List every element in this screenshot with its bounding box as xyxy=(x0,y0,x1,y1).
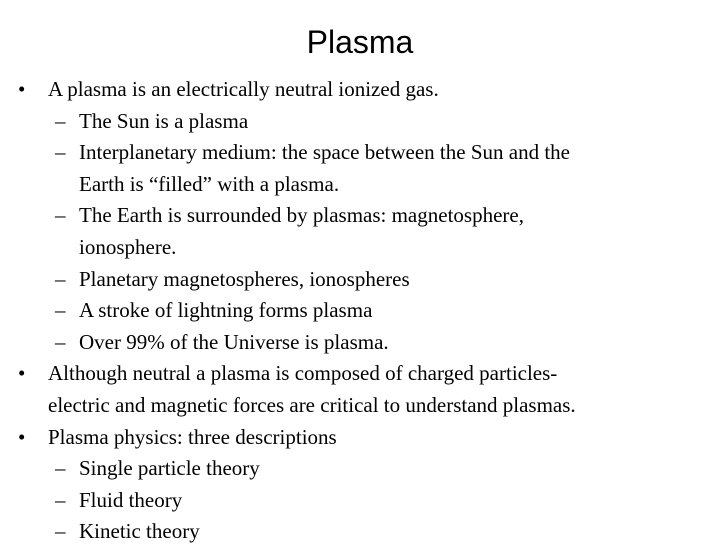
dash-marker: – xyxy=(55,487,66,512)
dash-marker: – xyxy=(55,108,66,133)
dash-marker: – xyxy=(55,519,66,544)
bullet-marker: • xyxy=(18,424,26,449)
dash-marker: – xyxy=(55,140,66,165)
sub-bullet-item xyxy=(0,200,720,263)
bullet-marker: • xyxy=(18,77,26,101)
sub-bullet-item xyxy=(0,485,720,517)
bullet-text: Although neutral a plasma is composed of charged particles- xyxy=(48,361,558,386)
sub-bullet-item xyxy=(0,137,720,200)
sub-bullet-text: Kinetic theory xyxy=(79,519,200,544)
sub-bullet-item xyxy=(0,264,720,296)
bullet-item xyxy=(0,74,720,106)
sub-bullet-text: A stroke of lightning forms plasma xyxy=(79,298,373,323)
sub-bullet-text-continued: ionosphere. xyxy=(79,234,177,259)
sub-bullet-text-continued: Earth is “filled” with a plasma. xyxy=(79,171,340,196)
sub-bullet-text: Interplanetary medium: the space between the Sun and the xyxy=(79,140,570,165)
sub-bullet-item xyxy=(0,295,720,327)
sub-bullet-text: The Sun is a plasma xyxy=(79,108,249,133)
dash-marker: – xyxy=(55,456,66,481)
bullet-marker: • xyxy=(18,361,26,386)
sub-bullet-item xyxy=(0,516,720,548)
sub-bullet-text: Over 99% of the Universe is plasma. xyxy=(79,329,389,354)
bullet-text-continued: electric and magnetic forces are critical to understand plasmas. xyxy=(48,392,576,417)
sub-bullet-item xyxy=(0,453,720,485)
dash-marker: – xyxy=(55,266,66,291)
sub-bullet-text: Fluid theory xyxy=(79,487,183,512)
slide-body xyxy=(0,74,720,548)
slide-title: Plasma xyxy=(306,24,414,60)
sub-bullet-item xyxy=(0,327,720,359)
bullet-text: Plasma physics: three descriptions xyxy=(48,424,337,449)
dash-marker: – xyxy=(55,298,66,323)
sub-bullet-text: Single particle theory xyxy=(79,456,260,481)
sub-bullet-text: The Earth is surrounded by plasmas: magnetosphere, xyxy=(79,203,524,228)
bullet-text: A plasma is an electrically neutral ionized gas. xyxy=(48,77,439,101)
bullet-item xyxy=(0,358,720,421)
dash-marker: – xyxy=(55,329,66,354)
sub-bullet-item xyxy=(0,106,720,138)
bullet-item xyxy=(0,422,720,454)
dash-marker: – xyxy=(55,203,66,228)
sub-bullet-text: Planetary magnetospheres, ionospheres xyxy=(79,266,410,291)
